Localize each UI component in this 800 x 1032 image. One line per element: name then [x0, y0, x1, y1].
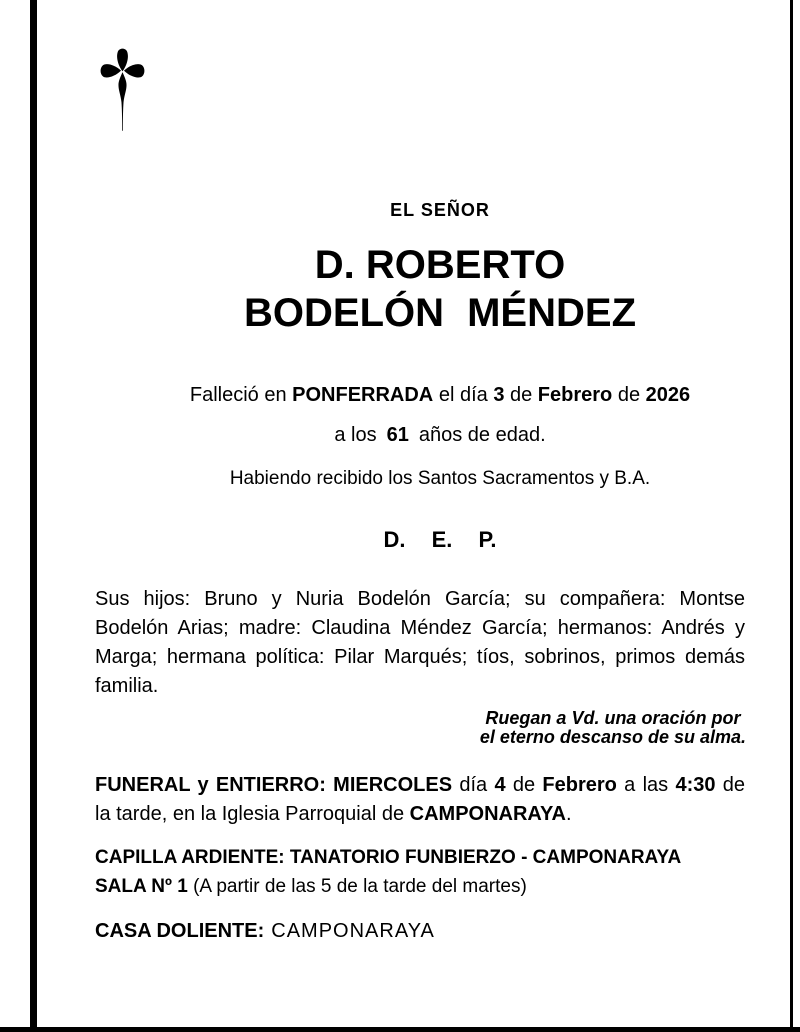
family-paragraph: Sus hijos: Bruno y Nuria Bodelón García; su compañera: Montse Bodelón Arias; madre: Claudina Méndez García; hermanos: Andrés y Marga; hermana política: Pilar Marqués; tíos, sobrinos, primos demás familia.	[95, 588, 745, 697]
death-day: 3	[493, 384, 505, 406]
capilla-line1: CAPILLA ARDIENTE: TANATORIO FUNBIERZO - CAMPONARAYA	[95, 847, 682, 868]
sala-schedule-text: (A partir de las 5 de la tarde del martes)	[187, 876, 527, 897]
dep-abbreviation: D. E. P.	[383, 527, 497, 552]
sala-label: SALA Nº 1	[95, 876, 188, 897]
death-mid2-text: de	[504, 384, 538, 406]
casa-value: CAMPONARAYA	[271, 920, 435, 942]
death-date-line	[95, 384, 785, 407]
passion-cross-icon	[98, 45, 147, 133]
prayer-line2: el eterno descanso de su alma.	[479, 727, 746, 747]
frame-right-border	[790, 0, 793, 1032]
age-post-text: años de edad.	[418, 424, 546, 446]
age-line	[95, 424, 785, 447]
funeral-paragraph	[95, 771, 745, 829]
funeral-mid4-text: de la tarde, en la Iglesia Parroquial de	[95, 774, 746, 825]
deceased-name-line1: D. ROBERTO	[314, 243, 566, 287]
prayer-line1: Ruegan a Vd. una oración por	[485, 708, 741, 728]
age-value: 61	[386, 424, 409, 446]
death-mid3-text: de	[612, 384, 646, 406]
age-pre-text: a los	[334, 424, 377, 446]
funeral-label: FUNERAL y ENTIERRO: MIERCOLES	[95, 774, 453, 796]
capilla-line2	[95, 872, 745, 901]
prayer-block	[480, 709, 746, 747]
casa-label: CASA DOLIENTE:	[95, 920, 265, 942]
deceased-name-line2: BODELÓN MÉNDEZ	[244, 291, 636, 335]
frame-bottom-border	[0, 1027, 800, 1032]
honorific-title: EL SEÑOR	[390, 200, 490, 220]
funeral-mid1-text: día	[452, 774, 495, 796]
casa-doliente-line	[95, 920, 745, 943]
death-pre-text: Falleció en	[189, 384, 293, 406]
funeral-month: Febrero	[542, 774, 617, 796]
funeral-day: 4	[494, 774, 506, 796]
funeral-place: CAMPONARAYA	[409, 803, 566, 825]
funeral-end-text: .	[565, 803, 572, 825]
death-month: Febrero	[537, 384, 613, 406]
sacraments-line: Habiendo recibido los Santos Sacramentos y B.A.	[229, 468, 651, 489]
death-year: 2026	[645, 384, 691, 406]
funeral-mid2-text: de	[505, 774, 543, 796]
capilla-section	[95, 843, 745, 901]
frame-left-border	[30, 0, 37, 1032]
funeral-mid3-text: a las	[616, 774, 676, 796]
death-place: PONFERRADA	[292, 384, 434, 406]
death-mid1-text: el día	[433, 384, 494, 406]
funeral-time: 4:30	[675, 774, 716, 796]
